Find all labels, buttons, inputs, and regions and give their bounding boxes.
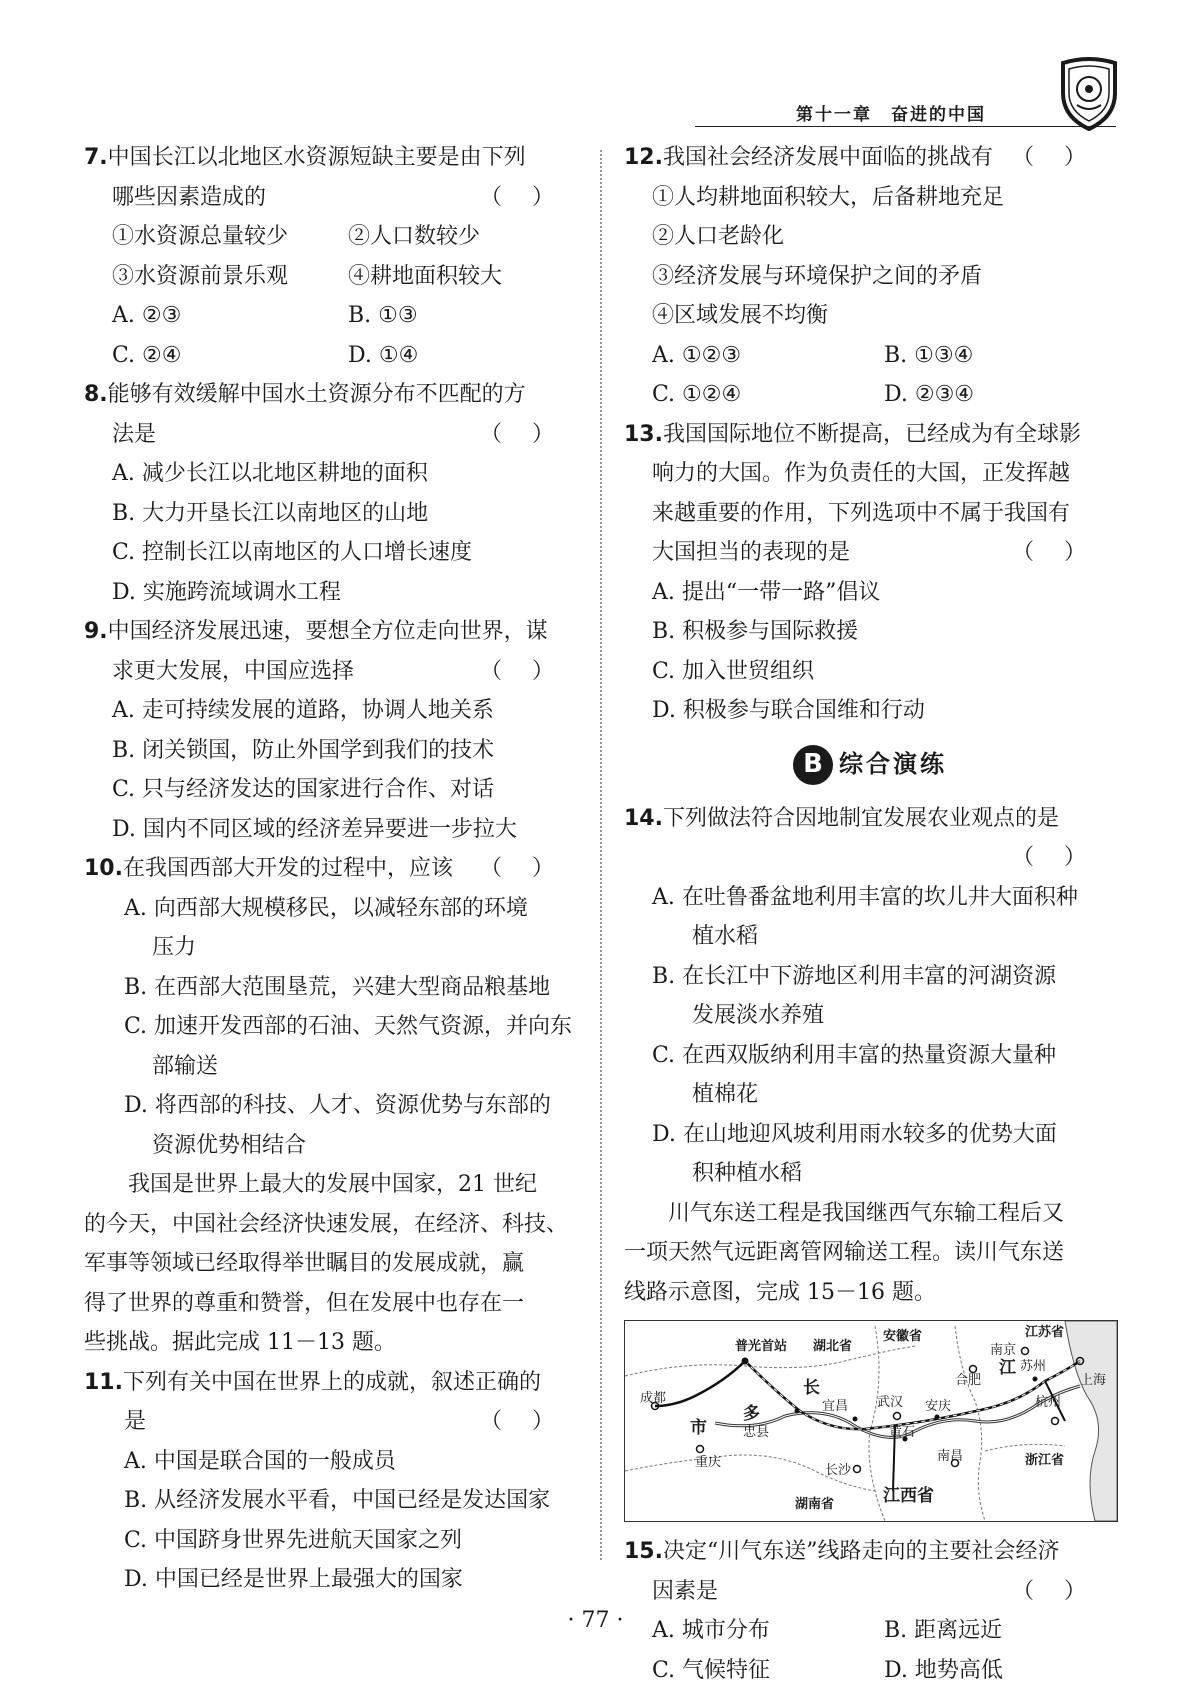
column-divider xyxy=(600,150,602,1560)
option-a: A. 城市分布 xyxy=(652,1611,884,1651)
question-13: 13.我国国际地位不断提高，已经成为有全球影 响力的大国。作为负责任的大国，正发挥越 来越重要的作用，下列选项中不属于我国有 大国担当的表现的是 （） A. 提出“一带一路”倡议 B. 积极参与国际救援 C. 加入世贸组织 D. 积极参与联合国维和行动 xyxy=(624,415,1116,731)
option-b: B. 在长江中下游地区利用丰富的河湖资源 xyxy=(624,957,1116,997)
option-d: D. 中国已经是世界上最强大的国家 xyxy=(84,1560,584,1600)
passage-15-16: 川气东送工程是我国继西气东输工程后又 一项天然气远距离管网输送工程。读川气东送 线路示意图，完成 15－16 题。 xyxy=(624,1194,1116,1313)
option-c: C. 只与经济发达的国家进行合作、对话 xyxy=(84,770,584,810)
answer-bracket: （） xyxy=(480,652,584,692)
option-c: C. 控制长江以南地区的人口增长速度 xyxy=(84,533,584,573)
question-11: 11.下列有关中国在世界上的成就，叙述正确的 是 （） A. 中国是联合国的一般成员 B. 从经济发展水平看，中国已经是发达国家 C. 中国跻身世界先进航天国家之列 D. 中国已经是世界上最强大的国家 xyxy=(84,1363,584,1600)
header-rule xyxy=(695,126,1116,127)
option-d: D. ②③④ xyxy=(884,375,1116,415)
question-7: 7.中国长江以北地区水资源短缺主要是由下列 哪些因素造成的 （） ①水资源总量较少 ②人口数较少 ③水资源前景乐观 ④耕地面积较大 A. ②③ B. ①③ C. ②④ D. ①④ xyxy=(84,138,584,375)
option-a: A. ①②③ xyxy=(652,336,884,376)
answer-bracket: （） xyxy=(1012,1572,1116,1612)
question-14: 14.下列做法符合因地制宜发展农业观点的是 （） A. 在吐鲁番盆地利用丰富的坎儿井大面积种 植水稻 B. 在长江中下游地区利用丰富的河湖资源 发展淡水养殖 C. 在西双版纳利用丰富的热量资源大量种 植棉花 D. 在山地迎风坡利用雨水较多的优势大面 积种植水稻 xyxy=(624,799,1116,1194)
option-a: A. 提出“一带一路”倡议 xyxy=(624,573,1116,613)
option-d: D. 地势高低 xyxy=(884,1651,1116,1690)
option-b: B. 在西部大范围垦荒，兴建大型商品粮基地 xyxy=(84,968,584,1008)
question-12: 12.我国社会经济发展中面临的挑战有 （） ①人均耕地面积较大，后备耕地充足 ②人口老龄化 ③经济发展与环境保护之间的矛盾 ④区域发展不均衡 A. ①②③ B. ①③④ C. ①②④ D. ②③④ xyxy=(624,138,1116,415)
option-b: B. 从经济发展水平看，中国已经是发达国家 xyxy=(84,1481,584,1521)
section-badge: B xyxy=(793,745,833,785)
option-d: D. 实施跨流域调水工程 xyxy=(84,573,584,613)
option-d: D. 在山地迎风坡利用雨水较多的优势大面 xyxy=(624,1115,1116,1155)
option-c: C. 气候特征 xyxy=(652,1651,884,1690)
answer-bracket: （） xyxy=(480,178,584,218)
option-a: A. 减少长江以北地区耕地的面积 xyxy=(84,454,584,494)
answer-bracket: （） xyxy=(480,849,584,889)
answer-bracket: （） xyxy=(1012,138,1116,178)
answer-bracket: （） xyxy=(480,415,584,455)
option-d: D. ①④ xyxy=(348,336,584,376)
question-10: 10.在我国西部大开发的过程中，应该 （） A. 向西部大规模移民，以减轻东部的环境 压力 B. 在西部大范围垦荒，兴建大型商品粮基地 C. 加速开发西部的石油、天然气资源，并向东 部输送 D. 将西部的科技、人才、资源优势与东部的 资源优势相结合 xyxy=(84,849,584,1165)
option-d: D. 积极参与联合国维和行动 xyxy=(624,691,1116,731)
option-b: B. ①③ xyxy=(348,296,584,336)
question-8: 8.能够有效缓解中国水土资源分布不匹配的方 法是 （） A. 减少长江以北地区耕地的面积 B. 大力开垦长江以南地区的山地 C. 控制长江以南地区的人口增长速度 D. 实施跨流域调水工程 xyxy=(84,375,584,612)
answer-bracket: （） xyxy=(1012,533,1116,573)
option-a: A. 向西部大规模移民，以减轻东部的环境 xyxy=(84,889,584,929)
option-b: B. 大力开垦长江以南地区的山地 xyxy=(84,494,584,534)
option-d: D. 国内不同区域的经济差异要进一步拉大 xyxy=(84,810,584,850)
pipeline-route-map: 安徽省 江苏省 南京 苏州 合肥 江 上海 杭州 浙江省 普光首站 湖北省 成都 长 宜昌 武汉 安庆 市 多 忠县 黄石 重庆 南昌 长沙 湖南省 江西省 xyxy=(624,1320,1118,1522)
passage-11-13: 我国是世界上最大的发展中国家，21 世纪 的今天，中国社会经济快速发展，在经济、科技、 军事等领域已经取得举世瞩目的发展成就，赢 得了世界的尊重和赞誉，但在发展中也存在一 些挑战。据此完成 11－13 题。 xyxy=(84,1165,584,1363)
option-b: B. 闭关锁国，防止外国学到我们的技术 xyxy=(84,731,584,771)
option-a: A. ②③ xyxy=(112,296,348,336)
left-column xyxy=(84,138,584,1600)
option-a: A. 在吐鲁番盆地利用丰富的坎儿井大面积种 xyxy=(624,878,1116,918)
option-b: B. 积极参与国际救援 xyxy=(624,612,1116,652)
school-emblem-icon xyxy=(1057,57,1121,131)
option-c: C. 中国跻身世界先进航天国家之列 xyxy=(84,1521,584,1561)
option-a: A. 走可持续发展的道路，协调人地关系 xyxy=(84,691,584,731)
option-c: C. ②④ xyxy=(112,336,348,376)
option-b: B. 距离远近 xyxy=(884,1611,1116,1651)
option-a: A. 中国是联合国的一般成员 xyxy=(84,1442,584,1482)
option-b: B. ①③④ xyxy=(884,336,1116,376)
option-c: C. 加速开发西部的石油、天然气资源，并向东 xyxy=(84,1007,584,1047)
question-9: 9.中国经济发展迅速，要想全方位走向世界，谋 求更大发展，中国应选择 （） A. 走可持续发展的道路，协调人地关系 B. 闭关锁国，防止外国学到我们的技术 C. 只与经济发达的国家进行合作、对话 D. 国内不同区域的经济差异要进一步拉大 xyxy=(84,612,584,849)
answer-bracket: （） xyxy=(624,838,1116,878)
option-c: C. 加入世贸组织 xyxy=(624,652,1116,692)
option-c: C. 在西双版纳利用丰富的热量资源大量种 xyxy=(624,1036,1116,1076)
section-heading xyxy=(624,735,1116,795)
page-number: · 77 · xyxy=(0,1608,1191,1633)
option-d: D. 将西部的科技、人才、资源优势与东部的 xyxy=(84,1086,584,1126)
section-title: 综合演练 xyxy=(839,745,947,785)
chapter-title: 第十一章 奋进的中国 xyxy=(796,100,986,125)
question-15: 15.决定“川气东送”线路走向的主要社会经济 因素是 （） A. 城市分布 B. 距离远近 C. 气候特征 D. 地势高低 xyxy=(624,1532,1116,1690)
right-column xyxy=(624,138,1116,1690)
answer-bracket: （） xyxy=(480,1402,584,1442)
option-c: C. ①②④ xyxy=(652,375,884,415)
